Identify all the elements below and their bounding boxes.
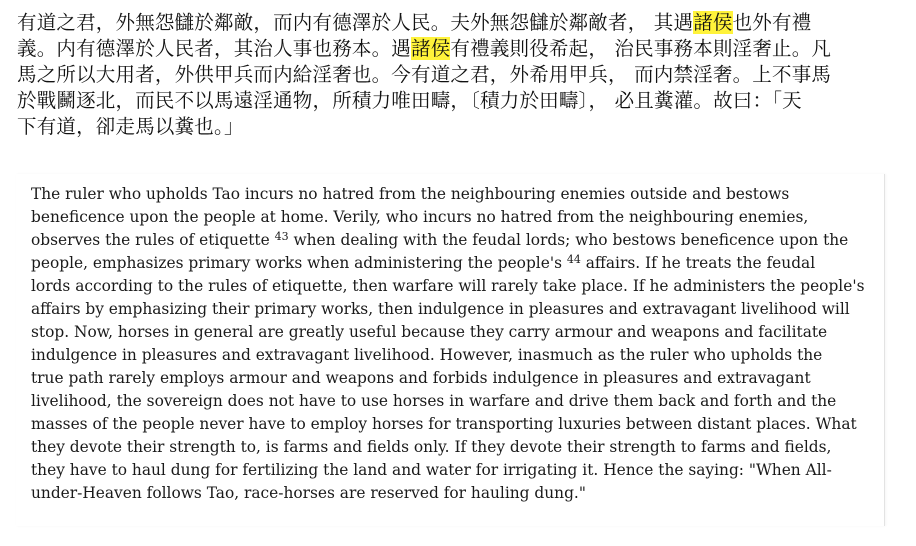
highlighted-term: 諸侯 (411, 37, 451, 60)
chinese-line (17, 10, 897, 36)
translation-line: indulgence in pleasures and extravagant livelihood. However, inasmuch as the ruler who upholds the (31, 346, 823, 364)
translation-line: true path rarely employs armour and weapons and forbids indulgence in pleasures and extravagant (31, 369, 811, 387)
translation-line: The ruler who upholds Tao incurs no hatred from the neighbouring enemies outside and bestows (31, 185, 790, 203)
chinese-line: 下有道，卻走馬以糞也。」 (17, 115, 244, 138)
translation-line: masses of the people never have to employ horses for transporting luxuries between distant places. What (31, 415, 857, 433)
text-segment: people, emphasizes primary works when administering the people's (31, 254, 567, 272)
chinese-line (17, 36, 897, 62)
translation-line: they devote their strength to, is farms and fields only. If they devote their strength to farms and fields, (31, 438, 832, 456)
text-segment: when dealing with the feudal lords; who bestows beneficence upon the (288, 231, 849, 249)
chinese-line: 於戰鬭逐北，而民不以馬遠淫通物，所積力唯田疇，〔積力於田疇〕， 必且糞灌。故曰：「天 (17, 89, 802, 112)
highlighted-term: 諸侯 (693, 11, 733, 34)
chinese-original-text (17, 10, 897, 140)
english-translation-text (31, 183, 891, 505)
translation-line (31, 229, 891, 252)
footnote-43-marker[interactable]: 43 (274, 230, 289, 243)
text-segment: 義。内有德澤於人民者，其治人事也務本。遇 (17, 37, 412, 60)
translation-line: stop. Now, horses in general are greatly useful because they carry armour and weapons and facilitate (31, 323, 828, 341)
text-segment: 有道之君，外無怨讎於鄰敵，而内有德澤於人民。夫外無怨讎於鄰敵者， 其遇 (17, 11, 694, 34)
text-segment: affairs. If he treats the feudal (580, 254, 816, 272)
translation-line (31, 252, 891, 275)
translation-line: lords according to the rules of etiquette, then warfare will rarely take place. If he administers the people's (31, 277, 865, 295)
translation-line: affairs by emphasizing their primary works, then indulgence in pleasures and extravagant livelihood will (31, 300, 850, 318)
translation-line: they have to haul dung for fertilizing the land and water for irrigating it. Hence the saying: "When All- (31, 461, 832, 479)
text-segment: 有禮義則役希起， 治民事務本則淫奢止。凡 (450, 37, 832, 60)
chinese-line: 馬之所以大用者，外供甲兵而内給淫奢也。今有道之君，外希用甲兵， 而内禁淫奢。上不事馬 (17, 63, 832, 86)
text-segment: 也外有禮 (732, 11, 812, 34)
translation-panel (16, 174, 885, 526)
text-segment: observes the rules of etiquette (31, 231, 275, 249)
footnote-44-marker[interactable]: 44 (566, 253, 581, 266)
translation-line: under-Heaven follows Tao, race-horses are reserved for hauling dung." (31, 484, 586, 502)
translation-line: beneficence upon the people at home. Verily, who incurs no hatred from the neighbouring enemies, (31, 208, 809, 226)
translation-line: livelihood, the sovereign does not have to use horses in warfare and drive them back and forth and the (31, 392, 837, 410)
